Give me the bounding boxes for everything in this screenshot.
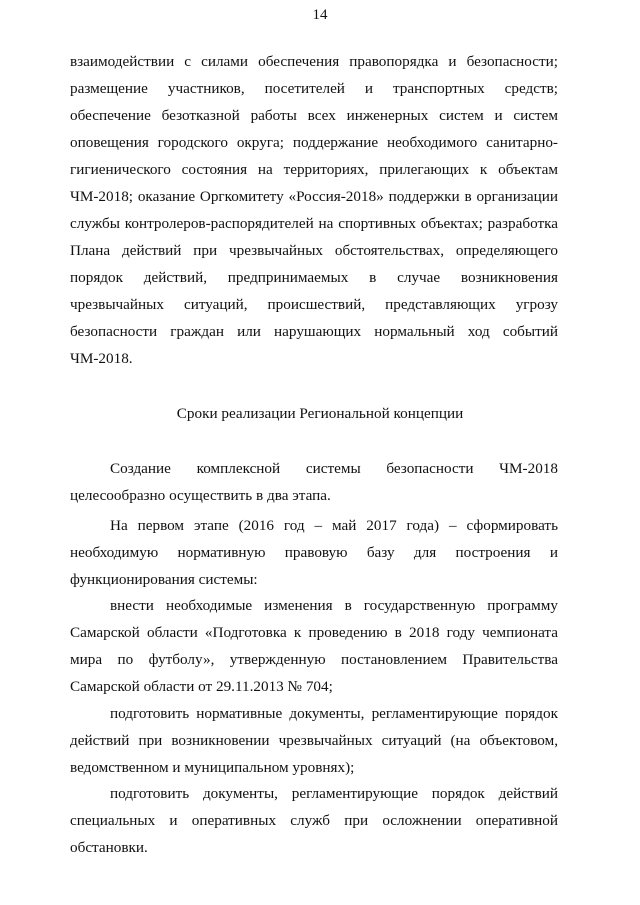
text-line: мира по футболу», утвержденную постановлением Правительства xyxy=(70,651,558,668)
text-line: специальных и оперативных служб при осложнении оперативной xyxy=(70,812,558,829)
paragraph-normative-documents xyxy=(70,700,558,781)
text-line: обстановки. xyxy=(70,839,148,856)
text-line: взаимодействии с силами обеспечения правопорядка и безопасности; xyxy=(70,53,558,70)
text-line: необходимую нормативную правовую базу для построения и xyxy=(70,544,558,561)
section-heading: Сроки реализации Региональной концепции xyxy=(176,405,464,422)
text-line: внести необходимые изменения в государственную программу xyxy=(110,597,558,614)
text-line: функционирования системы: xyxy=(70,571,258,588)
text-line: На первом этапе (2016 год – май 2017 года) – сформировать xyxy=(110,517,558,534)
text-line: гигиенического состояния на территориях, прилегающих к объектам xyxy=(70,161,558,178)
text-line: службы контролеров-распорядителей на спортивных объектах; разработка xyxy=(70,215,558,232)
text-line: целесообразно осуществить в два этапа. xyxy=(70,487,331,504)
text-line: ЧМ-2018; оказание Оргкомитету «Россия-2018» поддержки в организации xyxy=(70,188,558,205)
text-line: Создание комплексной системы безопасности ЧМ-2018 xyxy=(110,460,558,477)
text-line: порядок действий, предпринимаемых в случае возникновения xyxy=(70,269,558,286)
text-line: Плана действий при чрезвычайных обстоятельствах, определяющего xyxy=(70,242,558,259)
text-line: действий при возникновении чрезвычайных ситуаций (на объектовом, xyxy=(70,732,558,749)
paragraph-program-changes xyxy=(70,592,558,700)
text-line: подготовить документы, регламентирующие порядок действий xyxy=(110,785,558,802)
text-line: подготовить нормативные документы, регламентирующие порядок xyxy=(110,705,558,722)
text-line: оповещения городского округа; поддержание необходимого санитарно- xyxy=(70,134,558,151)
paragraph-continuation xyxy=(70,48,558,372)
text-line: ЧМ-2018. xyxy=(70,350,133,367)
text-line: безопасности граждан или нарушающих нормальный ход событий xyxy=(70,323,558,340)
text-line: обеспечение безотказной работы всех инженерных систем и систем xyxy=(70,107,558,124)
paragraph-first-stage xyxy=(70,512,558,593)
text-line: Самарской области «Подготовка к проведению в 2018 году чемпионата xyxy=(70,624,558,641)
paragraph-special-services xyxy=(70,780,558,861)
text-line: Самарской области от 29.11.2013 № 704; xyxy=(70,678,333,695)
text-line: размещение участников, посетителей и транспортных средств; xyxy=(70,80,558,97)
page-number: 14 xyxy=(312,7,328,23)
text-line: ведомственном и муниципальном уровнях); xyxy=(70,759,355,776)
text-line: чрезвычайных ситуаций, происшествий, представляющих угрозу xyxy=(70,296,558,313)
paragraph-stages xyxy=(70,455,558,509)
